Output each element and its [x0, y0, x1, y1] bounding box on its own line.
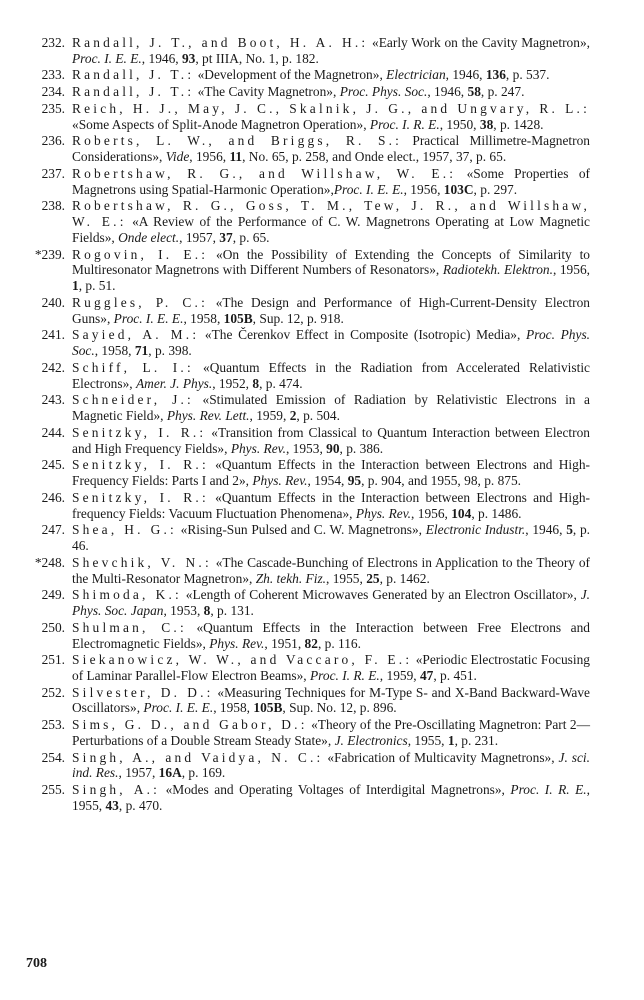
- reference-number: 255.: [41, 782, 65, 798]
- reference-title: «The Čerenkov Effect in Composite (Isotropic) Media»,: [199, 327, 527, 343]
- reference-title: «Rising-Sun Pulsed and C. W. Magnetrons»,: [176, 522, 426, 538]
- reference-volume: 82: [304, 635, 318, 651]
- reference-pages: , Sup. 12, p. 918.: [252, 310, 344, 326]
- reference-text: [72, 750, 590, 782]
- reference-title: «Modes and Operating Voltages of Interdigital Magnetrons»,: [160, 782, 511, 798]
- reference-authors: Rogovin, I. E.:: [72, 246, 209, 262]
- reference-year: , 1946,: [445, 67, 486, 83]
- reference-year: , 1956,: [411, 505, 452, 521]
- reference-number: 237.: [41, 165, 65, 181]
- reference-entry: [26, 166, 590, 198]
- reference-number: *248.: [34, 554, 65, 570]
- reference-authors: Shevchik, V. N.:: [72, 554, 212, 570]
- reference-number: 252.: [41, 684, 65, 700]
- reference-year: , 1955,: [326, 570, 367, 586]
- reference-authors: Senitzky, I. R.:: [72, 424, 207, 440]
- reference-journal: Phys. Rev.: [209, 635, 265, 651]
- reference-journal: Amer. J. Phys.: [135, 375, 213, 391]
- reference-entry: [26, 555, 590, 587]
- reference-journal: Proc. I. E. E.: [72, 50, 142, 66]
- reference-text: [72, 247, 590, 294]
- reference-volume: 2: [289, 408, 297, 424]
- reference-authors: Roberts, L. W., and Briggs, R. S.:: [72, 133, 403, 149]
- reference-number: 233.: [41, 67, 65, 83]
- reference-text: [72, 587, 590, 619]
- reference-volume: 8: [252, 375, 260, 391]
- reference-volume: 104: [451, 505, 472, 521]
- reference-authors: Randall, J. T., and Boot, H. A. H.:: [72, 35, 369, 50]
- reference-title: «The Cascade-Bunching of Electrons in Application to the Theory of the Multi-Resonator Magnetron»,: [72, 554, 590, 586]
- reference-year: , 1952,: [212, 375, 253, 391]
- reference-entry: [26, 360, 590, 392]
- reference-pages: , pt IIIA, No. 1, p. 182.: [195, 50, 319, 66]
- reference-text: [72, 782, 590, 814]
- reference-entry: [26, 67, 590, 83]
- reference-volume: 105B: [253, 700, 283, 716]
- reference-year: , 1956,: [189, 149, 230, 165]
- reference-journal: J. sci. ind. Res.: [72, 749, 590, 781]
- reference-journal: Proc. I. E. E.: [143, 700, 214, 716]
- reference-journal: Radiotekh. Elektron.: [442, 262, 553, 278]
- reference-volume: 105B: [223, 310, 253, 326]
- reference-title: «Quantum Effects in the Interaction between Free Electrons and Electromagnetic Fields»,: [72, 619, 590, 651]
- reference-pages: , p. 386.: [339, 440, 384, 456]
- reference-number: 240.: [41, 294, 65, 310]
- reference-year: , 1950,: [439, 116, 480, 132]
- reference-volume: 1: [72, 278, 79, 294]
- reference-entry: [26, 425, 590, 457]
- reference-number: 246.: [41, 489, 65, 505]
- reference-volume: 93: [181, 50, 196, 66]
- reference-authors: Shea, H. G.:: [72, 522, 177, 538]
- reference-year: , 1946,: [427, 84, 468, 100]
- reference-entry: [26, 620, 590, 652]
- reference-volume: 58: [467, 84, 481, 100]
- reference-entry: [26, 247, 590, 294]
- reference-text: [72, 522, 590, 554]
- reference-entry: [26, 717, 590, 749]
- reference-journal: Electronic Industr.: [425, 522, 526, 538]
- reference-volume: 136: [485, 67, 506, 83]
- reference-title: «Quantum Effects in the Interaction between Electrons and High-Frequency Fields: Parts I and 2»,: [72, 457, 590, 489]
- reference-pages: , No. 65, p. 258, and Onde elect., 1957, 37, p. 65.: [242, 149, 507, 165]
- reference-journal: J. Phys. Soc. Japan: [72, 587, 590, 619]
- reference-journal: Proc. I. R. E.: [510, 782, 587, 798]
- reference-authors: Sayied, A. M.:: [72, 327, 200, 343]
- reference-year: , 1958,: [213, 700, 254, 716]
- reference-number: 236.: [41, 133, 65, 149]
- reference-volume: 1: [447, 732, 455, 748]
- reference-pages: , p. 474.: [259, 375, 303, 391]
- reference-volume: 43: [105, 797, 119, 813]
- reference-volume: 90: [326, 440, 340, 456]
- reference-authors: Singh, A.:: [72, 782, 161, 798]
- reference-title: «Length of Coherent Microwaves Generated by an Electron Oscillator»,: [181, 587, 581, 603]
- reference-authors: Randall, J. T.:: [72, 84, 195, 100]
- reference-year: , 1953,: [163, 603, 204, 619]
- reference-year: , 1946,: [141, 50, 182, 66]
- reference-title: «Fabrication of Multicavity Magnetrons»,: [323, 749, 559, 765]
- reference-text: [72, 67, 590, 83]
- reference-year: , 1946,: [525, 522, 567, 538]
- reference-pages: , p. 451.: [433, 668, 477, 683]
- reference-authors: Siekanowicz, W. W., and Vaccaro, F. E.:: [72, 652, 413, 668]
- reference-volume: 11: [229, 149, 243, 165]
- reference-pages: , p. 231.: [454, 732, 499, 748]
- reference-title: «Transition from Classical to Quantum Interaction between Electron and High Frequency Fields»,: [72, 424, 590, 456]
- reference-entry: [26, 295, 590, 327]
- reference-text: [72, 35, 590, 67]
- reference-entry: [26, 685, 590, 717]
- reference-year: , 1955,: [407, 732, 448, 748]
- reference-journal: Onde elect.: [118, 229, 180, 245]
- reference-title: «Quantum Effects in the Radiation from Accelerated Relativistic Electrons»,: [72, 359, 590, 391]
- reference-title: «Quantum Effects in the Interaction between Electrons and High-frequency Fields: Vacuum Fluctuation Phenomena»,: [72, 489, 590, 521]
- reference-text: [72, 360, 590, 392]
- reference-entry: [26, 35, 590, 67]
- reference-year: , 1957,: [118, 765, 159, 781]
- reference-entry: [26, 198, 590, 245]
- reference-title: «A Review of the Performance of C. W. Magnetrons Operating at Low Magnetic Fields»,: [72, 214, 590, 245]
- reference-number: 241.: [41, 327, 65, 343]
- reference-text: [72, 555, 590, 587]
- reference-entry: [26, 522, 590, 554]
- reference-entry: [26, 490, 590, 522]
- reference-authors: Schneider, J.:: [72, 392, 194, 408]
- reference-text: [72, 392, 590, 424]
- reference-text: [72, 133, 590, 165]
- reference-journal: Proc. I. E. E.: [113, 310, 184, 326]
- reference-text: [72, 166, 590, 198]
- reference-volume: 71: [134, 343, 149, 359]
- reference-journal: Proc. Phys. Soc.: [339, 84, 428, 100]
- reference-number: 244.: [41, 424, 65, 440]
- reference-authors: Sims, G. D., and Gabor, D.:: [72, 717, 308, 733]
- reference-number: 251.: [41, 652, 65, 668]
- reference-journal: Zh. tekh. Fiz.: [255, 570, 327, 586]
- reference-number: *239.: [34, 246, 65, 262]
- reference-number: 232.: [41, 35, 65, 50]
- reference-volume: 8: [203, 603, 211, 619]
- reference-text: [72, 685, 590, 717]
- reference-year: , 1959,: [379, 668, 420, 683]
- reference-pages: , p. 1486.: [471, 505, 522, 521]
- reference-authors: Singh, A., and Vaidya, N. C.:: [72, 749, 324, 765]
- reference-authors: Robertshaw, R. G., Goss, T. M., Tew, J. R., and Willshaw, W. E.:: [72, 198, 590, 230]
- reference-pages: , p. 398.: [148, 343, 192, 359]
- reference-journal: Proc. I. E. E.: [333, 181, 404, 197]
- reference-volume: 37: [219, 229, 233, 245]
- reference-text: [72, 198, 590, 245]
- reference-year: , 1959,: [249, 408, 290, 424]
- reference-entry: [26, 457, 590, 489]
- reference-title: Practical Millimetre-Magnetron Considerations»,: [72, 133, 590, 165]
- reference-text: [72, 425, 590, 457]
- reference-pages: , p. 131.: [210, 603, 254, 619]
- reference-number: 245.: [41, 457, 65, 473]
- reference-pages: , p. 247.: [480, 84, 525, 100]
- reference-authors: Reich, H. J., May, J. C., Skalnik, J. G., and Ungvary, R. L.:: [72, 100, 590, 116]
- reference-authors: Senitzky, I. R.:: [72, 489, 209, 505]
- reference-text: [72, 457, 590, 489]
- reference-title: «On the Possibility of Extending the Concepts of Similarity to Multiresonator Magnetrons with Different Numbers of Resonators»,: [72, 246, 590, 278]
- reference-volume: 47: [419, 668, 434, 683]
- reference-year: , 1957,: [179, 229, 220, 245]
- reference-number: 253.: [41, 717, 65, 733]
- reference-journal: J. Electronics: [334, 732, 408, 748]
- reference-title: «Some Properties of Magnetrons using Spatial-Harmonic Operation»,: [72, 165, 590, 197]
- reference-volume: 16A: [158, 765, 182, 781]
- reference-authors: Shimoda, K.:: [72, 587, 182, 603]
- reference-number: 254.: [41, 749, 65, 765]
- reference-year: , 1953,: [285, 440, 327, 456]
- reference-year: , 1951,: [264, 635, 305, 651]
- reference-year: , 1956,: [552, 262, 590, 278]
- reference-journal: Phys. Rev. Lett.: [166, 408, 250, 424]
- reference-authors: Shulman, C.:: [72, 619, 187, 635]
- reference-journal: Electrician: [386, 67, 446, 83]
- reference-entry: [26, 392, 590, 424]
- reference-journal: Vide: [165, 149, 190, 165]
- reference-pages: , p. 116.: [317, 635, 361, 651]
- reference-journal: Phys. Rev.: [252, 473, 308, 489]
- reference-pages: , p. 1428.: [493, 116, 544, 132]
- reference-text: [72, 620, 590, 652]
- reference-number: 242.: [41, 359, 65, 375]
- reference-text: [72, 490, 590, 522]
- reference-text: [72, 717, 590, 749]
- reference-text: [72, 295, 590, 327]
- reference-pages: , p. 65.: [232, 229, 270, 245]
- reference-text: [72, 327, 590, 359]
- reference-entry: [26, 84, 590, 100]
- reference-list: [26, 35, 590, 815]
- reference-journal: Proc. I. R. E.: [310, 668, 380, 683]
- reference-pages: , p. 169.: [181, 765, 226, 781]
- reference-entry: [26, 133, 590, 165]
- reference-year: , 1956,: [403, 181, 444, 197]
- reference-journal: Proc. I. R. E.: [369, 116, 440, 132]
- reference-title: «The Design and Performance of High-Current-Density Electron Guns»,: [72, 294, 590, 326]
- reference-authors: Robertshaw, R. G., and Willshaw, W. E.:: [72, 165, 457, 181]
- reference-authors: Randall, J. T.:: [72, 67, 195, 83]
- reference-pages: , p. 504.: [296, 408, 340, 424]
- reference-text: [72, 101, 590, 133]
- reference-pages: , p. 537.: [505, 67, 550, 83]
- reference-number: 234.: [41, 84, 65, 100]
- reference-entry: [26, 101, 590, 133]
- reference-title: «Theory of the Pre-Oscillating Magnetron: Part 2—Perturbations of a Double Stream Steady State»,: [72, 717, 590, 748]
- reference-pages: , Sup. No. 12, p. 896.: [282, 700, 397, 716]
- reference-title: «Measuring Techniques for M-Type S- and X-Band Backward-Wave Oscillators»,: [72, 684, 590, 716]
- reference-volume: 5: [566, 522, 573, 538]
- reference-title: «Stimulated Emission of Radiation by Relativistic Electrons in a Magnetic Field»,: [72, 392, 590, 424]
- reference-year: , 1954,: [307, 473, 348, 489]
- reference-number: 243.: [41, 392, 65, 408]
- reference-authors: Ruggles, P. C.:: [72, 294, 208, 310]
- reference-authors: Schiff, L. I.:: [72, 359, 194, 375]
- reference-pages: , p. 297.: [473, 181, 518, 197]
- reference-entry: [26, 782, 590, 814]
- reference-authors: Silvester, D. D.:: [72, 684, 214, 700]
- reference-entry: [26, 327, 590, 359]
- reference-number: 249.: [41, 587, 65, 603]
- reference-number: 235.: [41, 100, 65, 116]
- reference-number: 238.: [41, 198, 65, 214]
- reference-entry: [26, 587, 590, 619]
- reference-text: [72, 652, 590, 684]
- reference-journal: Phys. Rev.: [355, 505, 412, 521]
- reference-number: 247.: [41, 522, 65, 538]
- reference-volume: 25: [366, 570, 380, 586]
- reference-entry: [26, 652, 590, 684]
- reference-journal: Proc. Phys. Soc.: [72, 327, 590, 359]
- reference-pages: , p. 46.: [72, 522, 590, 554]
- reference-year: , 1958,: [94, 343, 135, 359]
- reference-authors: Senitzky, I. R.:: [72, 457, 209, 473]
- reference-title: «Periodic Electrostatic Focusing of Laminar Parallel-Flow Electron Beams»,: [72, 652, 590, 683]
- reference-journal: Phys. Rev.: [230, 440, 286, 456]
- reference-year: , 1955,: [72, 782, 590, 813]
- reference-title: «Early Work on the Cavity Magnetron»,: [368, 35, 590, 50]
- reference-volume: 103C: [443, 181, 474, 197]
- reference-text: [72, 84, 590, 100]
- reference-pages: , p. 51.: [78, 278, 116, 294]
- reference-pages: , p. 904, and 1955, 98, p. 875.: [361, 473, 522, 489]
- reference-title: «Some Aspects of Split-Anode Magnetron Operation»,: [72, 116, 370, 132]
- reference-pages: , p. 1462.: [379, 570, 430, 586]
- reference-number: 250.: [41, 619, 65, 635]
- reference-year: , 1958,: [183, 310, 224, 326]
- page-number: 708: [26, 956, 47, 971]
- reference-volume: 95: [347, 473, 362, 489]
- reference-entry: [26, 750, 590, 782]
- reference-pages: , p. 470.: [118, 797, 163, 813]
- reference-title: «Development of the Magnetron»,: [194, 67, 387, 83]
- reference-title: «The Cavity Magnetron»,: [194, 84, 340, 100]
- reference-volume: 38: [479, 116, 494, 132]
